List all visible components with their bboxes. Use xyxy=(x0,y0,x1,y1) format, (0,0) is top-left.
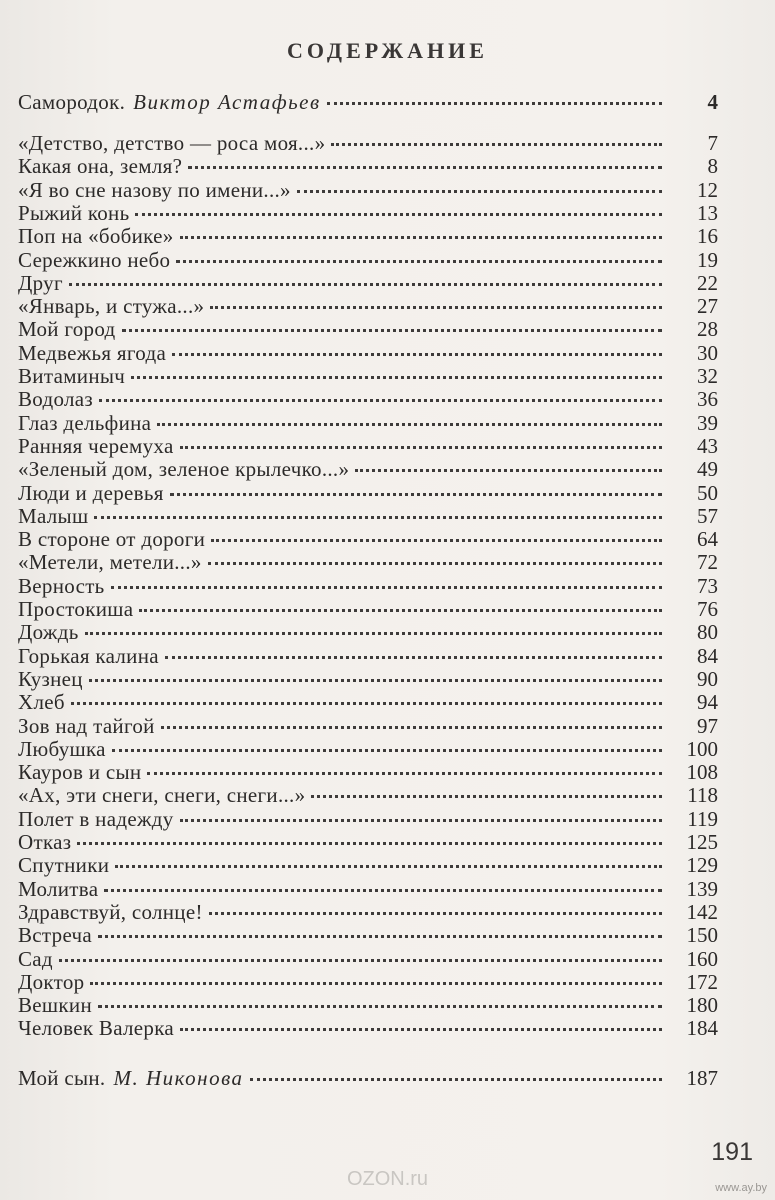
toc-entry-page: 84 xyxy=(697,643,718,668)
toc-entry-title: «Я во сне назову по имени...» xyxy=(18,177,291,202)
toc-entry xyxy=(18,970,718,994)
toc-entry-title: «Зеленый дом, зеленое крылечко...» xyxy=(18,457,350,482)
toc-entry-page: 150 xyxy=(686,923,718,948)
toc-entry xyxy=(18,597,718,621)
toc-entry-page: 90 xyxy=(697,666,718,691)
toc-entry-title: Рыжий конь xyxy=(18,200,130,225)
toc-entry xyxy=(18,248,718,272)
toc-entry-title: Медвежья ягода xyxy=(18,340,167,365)
toc-entry-page: 97 xyxy=(697,713,718,738)
dot-leader xyxy=(59,958,662,962)
toc-entry xyxy=(18,457,718,481)
toc-entry-page: 22 xyxy=(697,270,718,295)
dot-leader xyxy=(89,678,662,682)
dot-leader xyxy=(90,981,662,985)
dot-leader xyxy=(115,864,662,868)
toc-entry xyxy=(18,411,718,435)
toc-entry-page: 139 xyxy=(686,876,718,901)
toc-entry-title: Кауров и сын xyxy=(18,760,142,785)
toc-entry-title: Кузнец xyxy=(18,666,83,691)
toc-entry-page: 180 xyxy=(686,993,718,1018)
toc-entry-page: 12 xyxy=(697,177,718,202)
toc-entry xyxy=(18,667,718,691)
dot-leader xyxy=(157,422,662,426)
toc-entry-title: Доктор xyxy=(18,969,85,994)
toc-intro-title: Самородок. xyxy=(18,90,126,114)
toc-entry-page: 16 xyxy=(697,224,718,249)
toc-entry-title: Любушка xyxy=(18,736,106,761)
toc-entry xyxy=(18,481,718,505)
page-number: 191 xyxy=(711,1138,753,1166)
toc-entry-title: «Январь, и стужа...» xyxy=(18,294,205,319)
toc-entry-page: 119 xyxy=(687,806,718,831)
dot-leader xyxy=(161,725,662,729)
toc-entry-title: Встреча xyxy=(18,923,93,948)
toc-entry-page: 160 xyxy=(686,946,718,971)
toc-entry xyxy=(18,807,718,831)
toc-entry-title: Хлеб xyxy=(18,690,65,715)
contents-heading: СОДЕРЖАНИЕ xyxy=(287,38,488,63)
dot-leader xyxy=(131,375,662,379)
toc-entry xyxy=(18,690,718,714)
toc-entry-page: 184 xyxy=(686,1016,718,1041)
dot-leader xyxy=(122,328,662,332)
toc-entry-title: Водолаз xyxy=(18,387,94,412)
dot-leader xyxy=(98,934,662,938)
dot-leader xyxy=(180,235,662,239)
toc-entry xyxy=(18,853,718,877)
toc-entry xyxy=(18,201,718,225)
toc-entry xyxy=(18,224,718,248)
toc-entry xyxy=(18,760,718,784)
toc-entry-page: 7 xyxy=(707,131,718,155)
dot-leader xyxy=(331,142,662,146)
dot-leader xyxy=(172,352,662,356)
toc-entry xyxy=(18,783,718,807)
dot-leader xyxy=(355,468,662,472)
toc-entry xyxy=(18,574,718,598)
toc-entry-title: Молитва xyxy=(18,876,99,901)
toc-entry-page: 94 xyxy=(697,690,718,715)
toc-entry-title: Здравствуй, солнце! xyxy=(18,899,203,924)
dot-leader xyxy=(139,608,662,612)
dot-leader xyxy=(135,212,662,216)
toc-entry-title: Верность xyxy=(18,573,105,598)
toc-entry-title: Друг xyxy=(18,270,63,295)
toc-entry-title: Сад xyxy=(18,946,53,971)
toc-entry xyxy=(18,271,718,295)
toc-entry-page: 125 xyxy=(686,830,718,854)
toc-entry xyxy=(18,877,718,901)
dot-leader xyxy=(170,492,662,496)
dot-leader xyxy=(99,398,662,402)
toc-entry-page: 19 xyxy=(697,247,718,272)
ozon-watermark: OZON.ru xyxy=(346,1168,429,1190)
dot-leader xyxy=(71,701,662,705)
toc-afterword-title: Мой сын. xyxy=(18,1066,106,1090)
toc-entry-page: 142 xyxy=(686,899,718,924)
toc-entry-page: 118 xyxy=(687,783,718,808)
toc-entry-title: Дождь xyxy=(18,620,79,645)
toc-afterword-author: М. Никонова xyxy=(113,1066,244,1090)
dot-leader xyxy=(104,888,662,892)
toc-entry xyxy=(18,644,718,668)
toc-entry-title: Какая она, земля? xyxy=(18,154,183,179)
toc-entry-page: 36 xyxy=(697,387,718,412)
dot-leader xyxy=(208,561,662,565)
toc-entry-title: Витаминыч xyxy=(18,364,126,388)
toc-entry-title: Глаз дельфина xyxy=(18,410,152,435)
toc-entry-title: Малыш xyxy=(18,503,89,528)
dot-leader xyxy=(98,1004,662,1008)
dot-leader xyxy=(311,794,662,798)
toc-afterword-page: 187 xyxy=(686,1066,718,1090)
toc-entry-title: Человек Валерка xyxy=(18,1016,175,1041)
toc-entry xyxy=(18,1016,718,1040)
toc-entry-title: Простокиша xyxy=(18,597,134,621)
toc-entry-title: Люди и деревья xyxy=(18,480,164,505)
toc-entry xyxy=(18,364,718,388)
toc-entry xyxy=(18,550,718,574)
toc-entry-page: 80 xyxy=(697,620,718,645)
toc-entry xyxy=(18,947,718,971)
source-watermark: www.ay.by xyxy=(715,1182,767,1194)
toc-entry-page: 32 xyxy=(697,364,718,388)
toc-entry-page: 39 xyxy=(697,410,718,435)
dot-leader xyxy=(209,911,662,915)
toc-entry-page: 64 xyxy=(697,527,718,552)
toc-entry xyxy=(18,154,718,178)
toc-entry-page: 27 xyxy=(697,294,718,319)
dot-leader xyxy=(250,1077,662,1081)
dot-leader xyxy=(85,631,662,635)
toc-entry-page: 28 xyxy=(697,317,718,342)
toc-entry xyxy=(18,504,718,528)
toc-entry xyxy=(18,434,718,458)
toc-intro-author: Виктор Астафьев xyxy=(133,90,321,114)
toc-entry-title: «Метели, метели...» xyxy=(18,550,202,575)
toc-entry-page: 129 xyxy=(686,853,718,878)
toc-entry-title: «Ах, эти снеги, снеги, снеги...» xyxy=(18,783,306,808)
toc-entry-title: Сережкино небо xyxy=(18,247,171,272)
toc-entry-page: 50 xyxy=(697,480,718,505)
toc-entry xyxy=(18,294,718,318)
dot-leader xyxy=(77,841,662,845)
dot-leader xyxy=(147,771,662,775)
toc-entry-page: 108 xyxy=(686,760,718,785)
toc-entry xyxy=(18,714,718,738)
toc-entry xyxy=(18,620,718,644)
dot-leader xyxy=(210,305,662,309)
toc-entry xyxy=(18,317,718,341)
toc-entry-title: Вешкин xyxy=(18,993,92,1018)
toc-entry-page: 172 xyxy=(686,969,718,994)
dot-leader xyxy=(297,189,662,193)
toc-entry-title: Горькая калина xyxy=(18,643,159,668)
toc-entry-title: Ранняя черемуха xyxy=(18,433,174,458)
toc-entry-page: 72 xyxy=(697,550,718,575)
dot-leader xyxy=(112,748,662,752)
dot-leader xyxy=(180,1027,662,1031)
toc-afterword-row xyxy=(18,1066,718,1090)
toc-entry-title: В стороне от дороги xyxy=(18,527,206,552)
dot-leader xyxy=(176,259,662,263)
toc-entry xyxy=(18,341,718,365)
dot-leader xyxy=(211,538,662,542)
toc-entry xyxy=(18,737,718,761)
dot-leader xyxy=(94,515,662,519)
dot-leader xyxy=(69,282,662,286)
toc-entry-title: Поп на «бобике» xyxy=(18,224,174,249)
toc-intro-row xyxy=(18,90,718,114)
toc-entry-page: 100 xyxy=(686,736,718,761)
dot-leader xyxy=(180,445,662,449)
toc-entry-page: 76 xyxy=(697,597,718,621)
toc-entry-page: 8 xyxy=(707,154,718,179)
dot-leader xyxy=(188,165,662,169)
toc-entry xyxy=(18,993,718,1017)
toc-entry xyxy=(18,131,718,155)
toc-entry xyxy=(18,387,718,411)
dot-leader xyxy=(327,101,662,105)
toc-entry xyxy=(18,178,718,202)
toc-entry xyxy=(18,830,718,854)
toc-entry-page: 13 xyxy=(697,200,718,225)
dot-leader xyxy=(165,655,662,659)
toc-entry-title: Полет в надежду xyxy=(18,806,174,831)
toc-entry xyxy=(18,900,718,924)
toc-entry-page: 57 xyxy=(697,503,718,528)
toc-entry xyxy=(18,923,718,947)
toc-entry-title: Спутники xyxy=(18,853,110,878)
toc-entry-page: 49 xyxy=(697,457,718,482)
toc-entry-title: Отказ xyxy=(18,830,72,854)
toc-intro-page: 4 xyxy=(707,90,718,114)
toc-entry-page: 43 xyxy=(697,433,718,458)
dot-leader xyxy=(180,818,662,822)
toc-entry-title: Мой город xyxy=(18,317,116,342)
toc-entry-page: 30 xyxy=(697,340,718,365)
toc-entry-title: Зов над тайгой xyxy=(18,713,155,738)
toc-entry-title: «Детство, детство — роса моя...» xyxy=(18,131,326,155)
toc-entry-page: 73 xyxy=(697,573,718,598)
toc-entry xyxy=(18,527,718,551)
dot-leader xyxy=(111,585,662,589)
